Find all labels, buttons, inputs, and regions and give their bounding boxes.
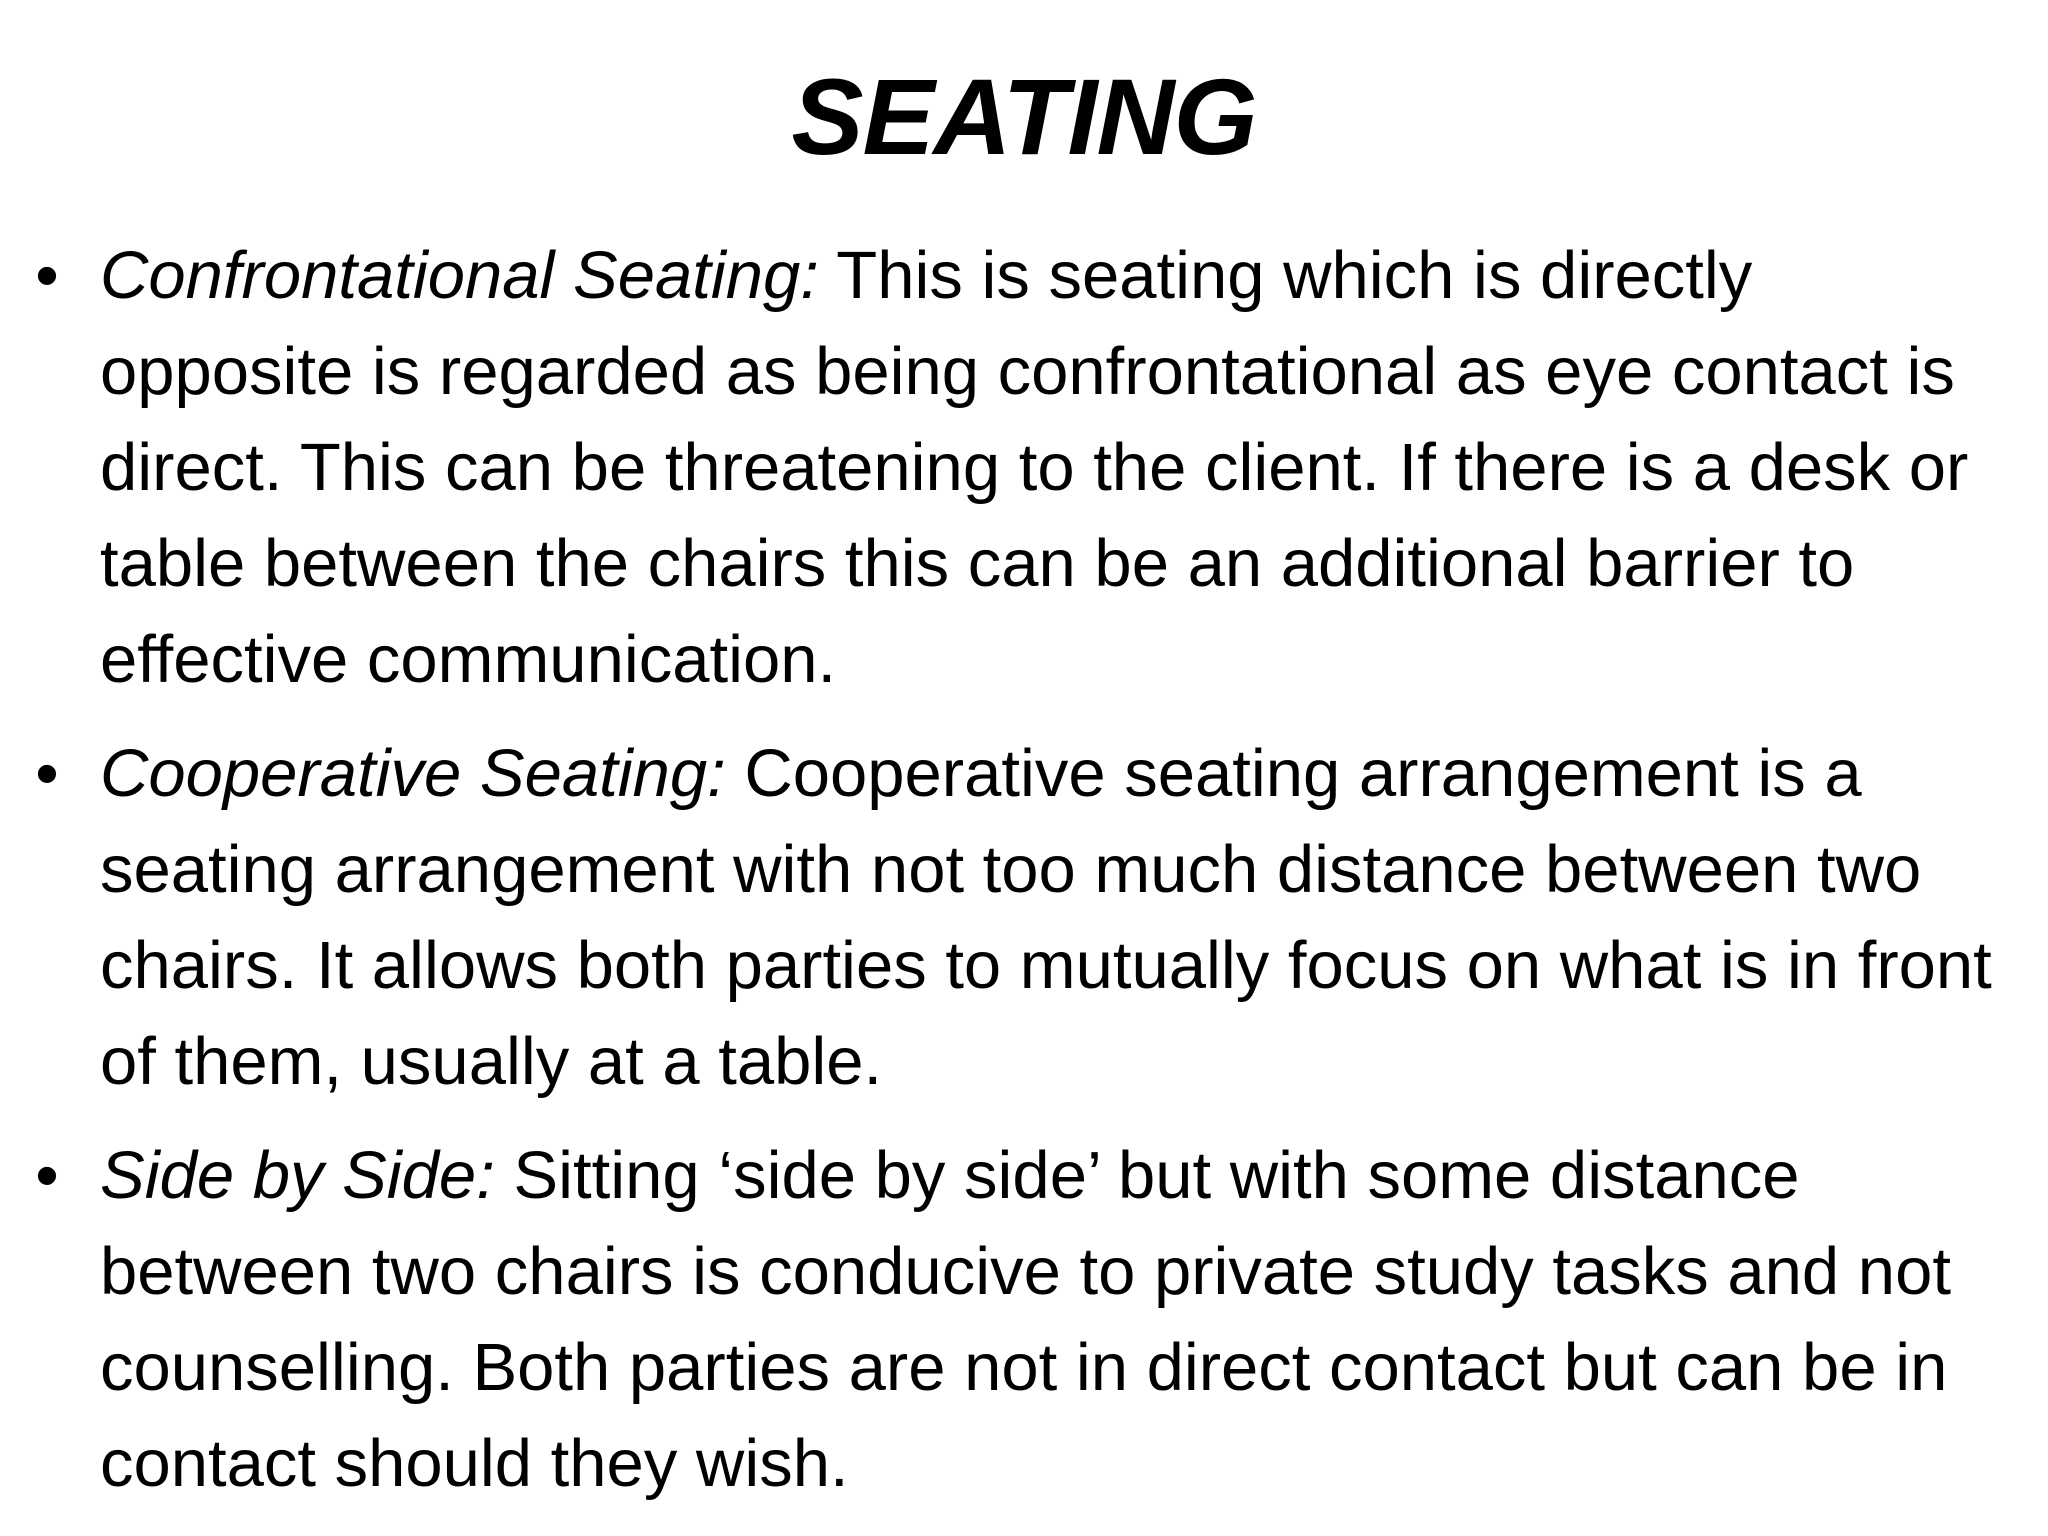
bullet-icon: •: [35, 1138, 59, 1213]
bullet-item-confrontational: [0, 228, 2048, 708]
slide-title: SEATING: [791, 56, 1257, 177]
bullet-icon: •: [35, 238, 59, 313]
bullet-item-side-by-side: [0, 1128, 2048, 1512]
bullet-icon: •: [35, 736, 59, 811]
bullet-list: [0, 228, 2048, 1530]
bullet-term: Confrontational Seating:: [100, 238, 819, 313]
bullet-item-cooperative: [0, 726, 2048, 1110]
bullet-text: Cooperative seating arrangement is a seating arrangement with not too much distance between two chairs. It allows both parties to mutually focus on what is in front of them, usually at a table.: [100, 736, 1992, 1099]
bullet-text: This is seating which is directly opposite is regarded as being confrontational as eye contact is direct. This can be threatening to the client. If there is a desk or table between the chairs this can be an additional barrier to effective communication.: [100, 238, 1969, 697]
bullet-term: Side by Side:: [100, 1138, 495, 1213]
bullet-text: Sitting ‘side by side’ but with some distance between two chairs is conducive to private study tasks and not counselling. Both parties are not in direct contact but can be in contact should they wish.: [100, 1138, 1951, 1501]
bullet-term: Cooperative Seating:: [100, 736, 726, 811]
